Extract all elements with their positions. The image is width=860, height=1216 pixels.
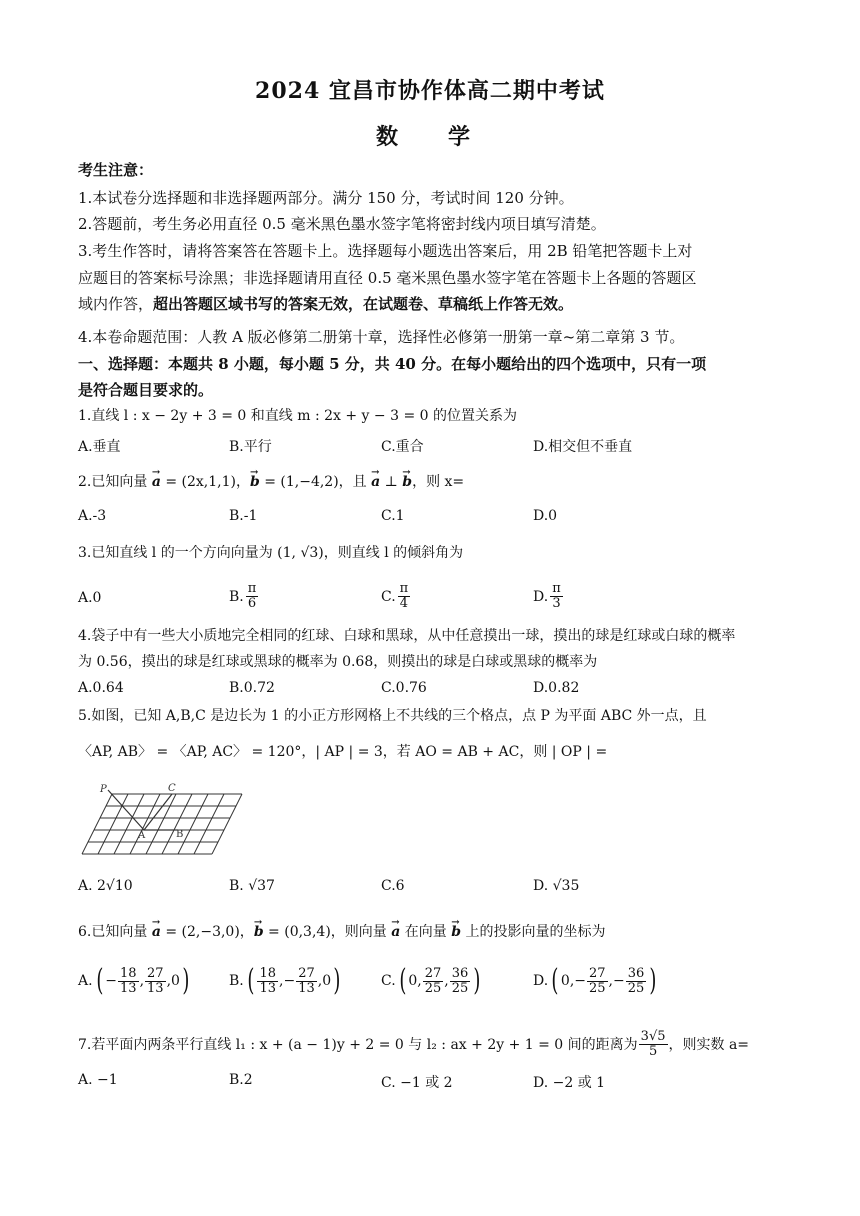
q3-stem: 3.已知直线 l 的一个方向向量为 (1, √3)，则直线 l 的倾斜角为 — [78, 545, 464, 561]
q3-option-d — [533, 582, 564, 611]
q5-option-c: C.6 — [381, 878, 405, 894]
notice-item-3b: 应题目的答案标号涂黑；非选择题请用直径 0.5 毫米黑色墨水签字笔在答题卡上各题的答题区 — [78, 269, 697, 287]
q2-stem-a: 2.已知向量 — [78, 474, 152, 490]
frac-den: 13 — [298, 980, 315, 996]
q5-option-a: A. 2√10 — [78, 878, 133, 894]
frac-den: 13 — [147, 980, 164, 996]
label-c: C — [168, 783, 176, 794]
q6-stem — [78, 922, 605, 942]
q6-stem-d: 在向量 — [400, 924, 452, 940]
frac-num: 36 — [627, 965, 645, 981]
q6c-mid: , — [444, 973, 449, 989]
q6-option-a — [78, 963, 192, 998]
frac-num: 18 — [259, 965, 277, 981]
q6c-pre: 0, — [408, 973, 422, 989]
section1-heading-2: 是符合题目要求的。 — [78, 381, 214, 399]
q6-stem-b: = (2,−3,0)， — [160, 924, 254, 940]
grid-diagram — [78, 780, 248, 862]
q3-option-b-label: B. — [229, 588, 244, 605]
q1-options — [78, 436, 778, 458]
section1-heading-1: 一、选择题：本题共 8 小题，每小题 5 分，共 40 分。在每小题给出的四个选项中，只有一项 — [78, 355, 707, 373]
q3-options — [78, 582, 778, 616]
vector-b-2: → b — [402, 472, 412, 492]
label-p: P — [100, 784, 107, 795]
q3-option-c-label: C. — [381, 588, 396, 605]
notice-item-2: 2.答题前，考生务必用直径 0.5 毫米黑色墨水签字笔将密封线内项目填写清楚。 — [78, 215, 606, 233]
q7-option-b: B.2 — [229, 1072, 253, 1088]
frac-num: 27 — [147, 965, 164, 981]
frac-den: 13 — [259, 980, 277, 996]
q5-option-b: B. √37 — [229, 878, 275, 894]
frac-num: 36 — [451, 965, 469, 981]
frac-den: 6 — [247, 596, 257, 611]
frac-den: 25 — [627, 980, 645, 996]
frac-den: 13 — [120, 980, 137, 996]
q6b-frac1 — [257, 967, 278, 996]
frac-num: 18 — [120, 965, 137, 981]
frac-den: 25 — [424, 980, 442, 996]
frac-den: 4 — [399, 596, 409, 611]
label-b: B — [176, 829, 184, 840]
paren-close: ) — [333, 963, 341, 998]
q2-options — [78, 508, 778, 530]
q6-option-c — [381, 963, 483, 998]
notice-item-3a: 3.考生作答时，请将答案答在答题卡上。选择题每小题选出答案后，用 2B 铅笔把答题卡上对 — [78, 242, 693, 260]
q3-option-b — [229, 582, 259, 611]
q1-option-c: C.重合 — [381, 439, 424, 455]
frac-num: 3√5 — [640, 1029, 666, 1044]
q6a-frac2 — [145, 967, 166, 996]
vector-b: → b — [250, 472, 260, 492]
q7-stem-b: ，则实数 a= — [668, 1036, 750, 1053]
notice-item-1: 1.本试卷分选择题和非选择题两部分。满分 150 分，考试时间 120 分钟。 — [78, 189, 574, 207]
paren-open: ( — [95, 963, 103, 998]
q3-option-d-label: D. — [533, 588, 549, 605]
q3-option-d-frac — [550, 582, 563, 611]
vector-b-3: → b — [254, 922, 264, 942]
q3-option-c — [381, 582, 411, 611]
q7-option-c: C. −1 或 2 — [381, 1075, 453, 1091]
q3-option-a: A.0 — [78, 590, 102, 606]
q6-option-b-label: B. — [229, 973, 244, 989]
q4-option-c: C.0.76 — [381, 680, 427, 696]
frac-den: 5 — [648, 1044, 658, 1059]
q2-stem-b: = (2x,1,1)， — [160, 474, 250, 490]
frac-num: π — [552, 581, 561, 596]
q5-stem-2: 〈AP, AB〉 = 〈AP, AC〉 = 120°，| AP | = 3，若 AO = AB + AC，则 | OP | = — [78, 744, 608, 760]
q6a-post: ,0 — [166, 973, 180, 989]
q6d-frac1 — [587, 967, 608, 996]
notice-item-4: 4.本卷命题范围：人教 A 版必修第二册第十章，选择性必修第一册第一章~第二章第 3 节。 — [78, 328, 685, 346]
vector-a-2: → a — [371, 472, 380, 492]
paren-open: ( — [247, 963, 255, 998]
q6a-mid: , — [139, 973, 145, 989]
q2-stem-c: = (1,−4,2)，且 — [259, 474, 372, 490]
q2-option-a: A.-3 — [78, 508, 107, 524]
paren-open: ( — [551, 963, 559, 998]
label-a: A — [138, 830, 146, 841]
q6-option-b — [229, 963, 343, 998]
notice-item-3c-text: 域内作答， — [78, 295, 154, 313]
q6-option-d — [533, 963, 659, 998]
vector-b-4: → b — [451, 922, 461, 942]
q7-frac — [639, 1030, 668, 1059]
q2-stem — [78, 472, 464, 492]
q6-option-c-label: C. — [381, 973, 396, 989]
q2-option-b: B.-1 — [229, 508, 258, 524]
q4-stem-1: 4.袋子中有一些大小质地完全相同的红球、白球和黑球，从中任意摸出一球，摸出的球是红球或白球的概率 — [78, 628, 736, 644]
q3-option-c-frac — [398, 582, 411, 611]
q2-option-d: D.0 — [533, 508, 558, 524]
q6b-frac2 — [296, 967, 317, 996]
frac-num: 27 — [298, 965, 315, 981]
q7-option-a: A. −1 — [78, 1072, 118, 1088]
q6-option-d-label: D. — [533, 973, 549, 989]
segment-ac — [144, 794, 172, 830]
vector-a-4: → a — [391, 922, 400, 942]
q4-option-b: B.0.72 — [229, 680, 275, 696]
notice-heading: 考生注意： — [78, 161, 154, 179]
q7-options — [78, 1072, 778, 1094]
vector-a-3: → a — [152, 922, 161, 942]
q1-stem: 1.直线 l : x − 2y + 3 = 0 和直线 m : 2x + y − 3 = 0 的位置关系为 — [78, 408, 517, 424]
q6-option-a-label: A. — [78, 973, 93, 989]
q6d-mid: ,− — [608, 973, 625, 989]
q7-option-d: D. −2 或 1 — [533, 1075, 606, 1091]
q6-stem-a: 6.已知向量 — [78, 924, 152, 940]
paren-close: ) — [182, 963, 190, 998]
exam-title: 2024 宜昌市协作体高二期中考试 — [255, 78, 605, 104]
q6c-frac2 — [450, 967, 471, 996]
paren-close: ) — [473, 963, 481, 998]
frac-den: 3 — [552, 596, 561, 611]
vector-a: → a — [152, 472, 161, 492]
frac-num: 27 — [589, 965, 606, 981]
q6-stem-c: = (0,3,4)，则向量 — [263, 924, 392, 940]
q6c-frac1 — [423, 967, 444, 996]
q1-option-d: D.相交但不垂直 — [533, 439, 633, 455]
exam-subject: 数 学 — [375, 124, 484, 150]
q4-stem-2: 为 0.56，摸出的球是红球或黑球的概率为 0.68，则摸出的球是白球或黑球的概率为 — [78, 654, 598, 670]
q2-option-c: C.1 — [381, 508, 405, 524]
grid-lines — [82, 794, 242, 854]
frac-num: 27 — [424, 965, 442, 981]
q6-stem-e: 上的投影向量的坐标为 — [461, 924, 606, 940]
q2-stem-e: ，则 x= — [412, 474, 465, 490]
q1-option-b: B.平行 — [229, 439, 272, 455]
notice-emphasis: 超出答题区域书写的答案无效，在试题卷、草稿纸上作答无效。 — [153, 295, 574, 313]
frac-num: π — [247, 581, 257, 596]
q4-option-a: A.0.64 — [78, 680, 124, 696]
q7-stem — [78, 1030, 749, 1059]
q5-option-d: D. √35 — [533, 878, 580, 894]
q3-option-b-frac — [246, 582, 259, 611]
frac-den: 25 — [451, 980, 469, 996]
frac-num: π — [399, 581, 409, 596]
q6d-frac2 — [626, 967, 647, 996]
q6-options — [78, 963, 778, 1006]
q2-stem-d: ⊥ — [380, 474, 403, 490]
q6b-mid: ,− — [279, 973, 296, 989]
paren-open: ( — [399, 963, 407, 998]
q4-options — [78, 680, 778, 702]
q5-stem-1: 5.如图，已知 A,B,C 是边长为 1 的小正方形网格上不共线的三个格点，点 P 为平面 ABC 外一点，且 — [78, 708, 707, 724]
q5-options — [78, 878, 778, 900]
q6a-frac1 — [118, 967, 139, 996]
q6b-post: ,0 — [317, 973, 332, 989]
frac-den: 25 — [589, 980, 606, 996]
paren-close: ) — [649, 963, 657, 998]
q1-option-a: A.垂直 — [78, 439, 121, 455]
notice-item-3c — [78, 294, 573, 314]
q6d-pre: 0,− — [560, 973, 586, 989]
q4-option-d: D.0.82 — [533, 680, 580, 696]
q6a-pre: − — [105, 973, 118, 989]
q7-stem-a: 7.若平面内两条平行直线 l₁ : x + (a − 1)y + 2 = 0 与 l₂ : ax + 2y + 1 = 0 间的距离为 — [78, 1036, 638, 1053]
